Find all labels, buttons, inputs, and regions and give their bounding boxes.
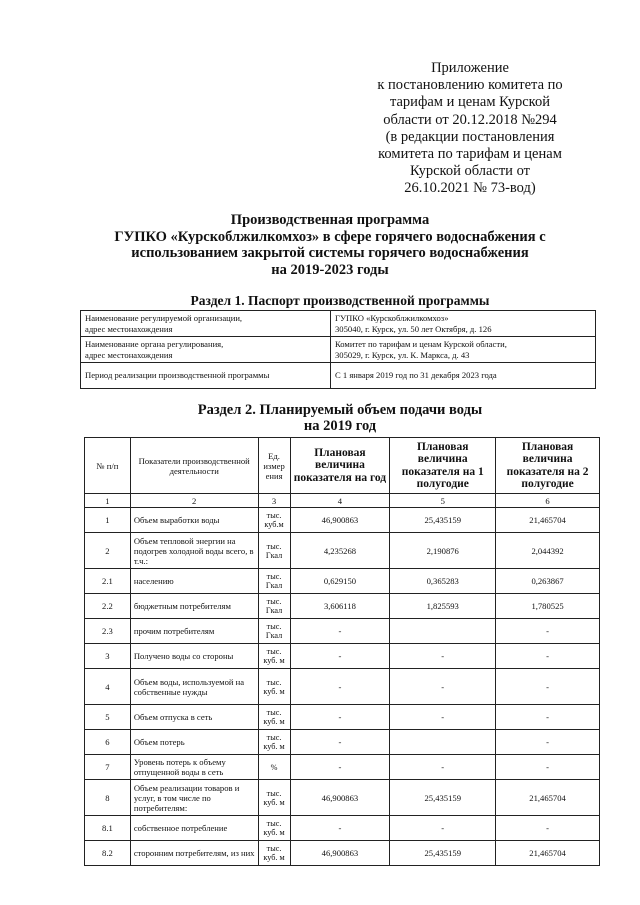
row-value-half2: 1,780525 [496, 594, 600, 619]
column-number: 5 [390, 494, 496, 508]
row-indicator: Объем потерь [130, 730, 258, 755]
title-line: на 2019-2023 годы [271, 261, 389, 278]
header-row [85, 438, 600, 494]
row-value-year: 46,900863 [290, 508, 390, 533]
row-value-year: - [290, 816, 390, 841]
row-unit: % [258, 755, 290, 780]
table-row [85, 619, 600, 644]
appendix-line: к постановлению комитета по [377, 77, 563, 94]
section2-title [150, 402, 530, 434]
passport-value [331, 337, 596, 363]
passport-label [81, 363, 331, 389]
document-title [70, 212, 590, 278]
row-value-half2: - [496, 669, 600, 705]
row-value-year: 0,629150 [290, 569, 390, 594]
table-row [85, 730, 600, 755]
passport-value [331, 311, 596, 337]
row-unit: тыс. куб. м [258, 669, 290, 705]
row-value-year: - [290, 755, 390, 780]
label-line: Наименование регулируемой организации, [85, 313, 243, 323]
row-value-half2: - [496, 730, 600, 755]
row-value-half2: 21,465704 [496, 841, 600, 866]
row-value-year: 46,900863 [290, 841, 390, 866]
table-row [85, 841, 600, 866]
row-number: 8 [85, 780, 131, 816]
value-line: 305029, г. Курск, ул. К. Маркса, д. 43 [335, 349, 470, 360]
label-line: адрес местонахождения [85, 349, 173, 360]
appendix-block [360, 60, 580, 198]
appendix-line: Приложение [431, 60, 509, 76]
value-line: ГУПКО «Курскоблжилкомхоз» [335, 313, 449, 323]
table-row [85, 816, 600, 841]
row-unit: тыс. Гкал [258, 594, 290, 619]
appendix-line: 26.10.2021 № 73-вод) [404, 180, 536, 197]
title-line: Раздел 2. Планируемый объем подачи воды [197, 402, 483, 418]
passport-table [80, 310, 596, 389]
row-number: 2 [85, 533, 131, 569]
row-value-year: 4,235268 [290, 533, 390, 569]
table-row [85, 594, 600, 619]
row-indicator: собственное потребление [130, 816, 258, 841]
row-value-half2: - [496, 619, 600, 644]
row-value-year: - [290, 619, 390, 644]
passport-label [81, 337, 331, 363]
row-unit: тыс. куб.м [258, 508, 290, 533]
header-unit: Ед. измер ения [258, 438, 290, 494]
row-indicator: сторонним потребителям, из них [130, 841, 258, 866]
row-value-half2: 0,263867 [496, 569, 600, 594]
appendix-line: комитета по тарифам и ценам [378, 146, 562, 163]
row-value-half2: - [496, 644, 600, 669]
row-value-year: 3,606118 [290, 594, 390, 619]
passport-label [81, 311, 331, 337]
table-row [85, 780, 600, 816]
row-unit: тыс. Гкал [258, 569, 290, 594]
row-number: 8.1 [85, 816, 131, 841]
row-value-half2: 21,465704 [496, 780, 600, 816]
passport-row-period [81, 363, 596, 389]
section1-title: Раздел 1. Паспорт производственной программы [190, 293, 490, 308]
row-value-half1: 2,190876 [390, 533, 496, 569]
row-indicator: Уровень потерь к объему отпущенной воды в сеть [130, 755, 258, 780]
row-value-half1 [390, 619, 496, 644]
table-row [85, 705, 600, 730]
title-line: использованием закрытой системы горячего водоснабжения [131, 245, 529, 261]
value-line: 305040, г. Курск, ул. 50 лет Октября, д. 126 [335, 323, 492, 334]
row-unit: тыс. куб. м [258, 816, 290, 841]
table-row [85, 669, 600, 705]
row-number: 6 [85, 730, 131, 755]
column-number: 4 [290, 494, 390, 508]
row-number: 7 [85, 755, 131, 780]
row-value-year: - [290, 644, 390, 669]
label-line: адрес местонахождения [85, 323, 173, 334]
row-value-half2: - [496, 816, 600, 841]
column-number: 2 [130, 494, 258, 508]
row-value-half1: 1,825593 [390, 594, 496, 619]
appendix-line: области от 20.12.2018 №294 [383, 111, 557, 128]
row-number: 1 [85, 508, 131, 533]
row-unit: тыс. Гкал [258, 533, 290, 569]
row-value-half1: - [390, 669, 496, 705]
row-value-half2: - [496, 755, 600, 780]
appendix-line: тарифам и ценам Курской [389, 94, 550, 111]
header-year: Плановая величина показателя на год [290, 438, 390, 494]
water-volume-table [84, 437, 600, 866]
row-value-half1: - [390, 816, 496, 841]
row-value-half1: 25,435159 [390, 508, 496, 533]
row-value-half1: - [390, 755, 496, 780]
column-number-row [85, 494, 600, 508]
row-indicator: Объем реализации товаров и услуг, в том числе по потребителям: [130, 780, 258, 816]
row-indicator: бюджетным потребителям [130, 594, 258, 619]
row-unit: тыс. куб. м [258, 705, 290, 730]
row-indicator: прочим потребителям [130, 619, 258, 644]
row-value-half2: - [496, 705, 600, 730]
row-number: 3 [85, 644, 131, 669]
row-value-year: - [290, 730, 390, 755]
row-number: 2.1 [85, 569, 131, 594]
row-unit: тыс. куб. м [258, 730, 290, 755]
row-value-half1 [390, 730, 496, 755]
row-number: 5 [85, 705, 131, 730]
header-num: № п/п [85, 438, 131, 494]
row-indicator: населению [130, 569, 258, 594]
row-unit: тыс. куб. м [258, 644, 290, 669]
row-value-half1: 25,435159 [390, 841, 496, 866]
table-row [85, 508, 600, 533]
row-value-year: 46,900863 [290, 780, 390, 816]
row-indicator: Получено воды со стороны [130, 644, 258, 669]
row-unit: тыс. куб. м [258, 780, 290, 816]
row-value-half1: - [390, 644, 496, 669]
row-indicator: Объем отпуска в сеть [130, 705, 258, 730]
title-line: на 2019 год [303, 418, 377, 434]
title-line: Производственная программа [230, 212, 430, 228]
table-row [85, 569, 600, 594]
passport-row-regulator [81, 337, 596, 363]
value-line: Комитет по тарифам и ценам Курской области, [335, 339, 507, 349]
column-number: 6 [496, 494, 600, 508]
label-line: Период реализации производственной программы [85, 370, 270, 381]
label-line: Наименование органа регулирования, [85, 339, 224, 349]
row-number: 8.2 [85, 841, 131, 866]
value-line: С 1 января 2019 год по 31 декабря 2023 года [335, 370, 497, 381]
row-number: 4 [85, 669, 131, 705]
appendix-line: Курской области от [410, 163, 530, 180]
header-half1: Плановая величина показателя на 1 полугодие [390, 438, 496, 494]
row-value-half1: 25,435159 [390, 780, 496, 816]
row-value-half2: 2,044392 [496, 533, 600, 569]
row-indicator: Объем выработки воды [130, 508, 258, 533]
row-value-year: - [290, 705, 390, 730]
row-value-half1: - [390, 705, 496, 730]
passport-value [331, 363, 596, 389]
row-value-year: - [290, 669, 390, 705]
row-indicator: Объем тепловой энергии на подогрев холодной воды всего, в т.ч.: [130, 533, 258, 569]
row-value-half1: 0,365283 [390, 569, 496, 594]
row-unit: тыс. Гкал [258, 619, 290, 644]
appendix-line: (в редакции постановления [385, 128, 555, 145]
row-indicator: Объем воды, используемой на собственные нужды [130, 669, 258, 705]
row-number: 2.2 [85, 594, 131, 619]
row-number: 2.3 [85, 619, 131, 644]
passport-row-organization [81, 311, 596, 337]
header-half2: Плановая величина показателя на 2 полугодие [496, 438, 600, 494]
header-indicator: Показатели производственной деятельности [130, 438, 258, 494]
row-value-half2: 21,465704 [496, 508, 600, 533]
title-line: ГУПКО «Курскоблжилкомхоз» в сфере горячего водоснабжения с [114, 228, 546, 245]
column-number: 1 [85, 494, 131, 508]
table-row [85, 644, 600, 669]
table-row [85, 755, 600, 780]
table-row [85, 533, 600, 569]
column-number: 3 [258, 494, 290, 508]
row-unit: тыс. куб. м [258, 841, 290, 866]
